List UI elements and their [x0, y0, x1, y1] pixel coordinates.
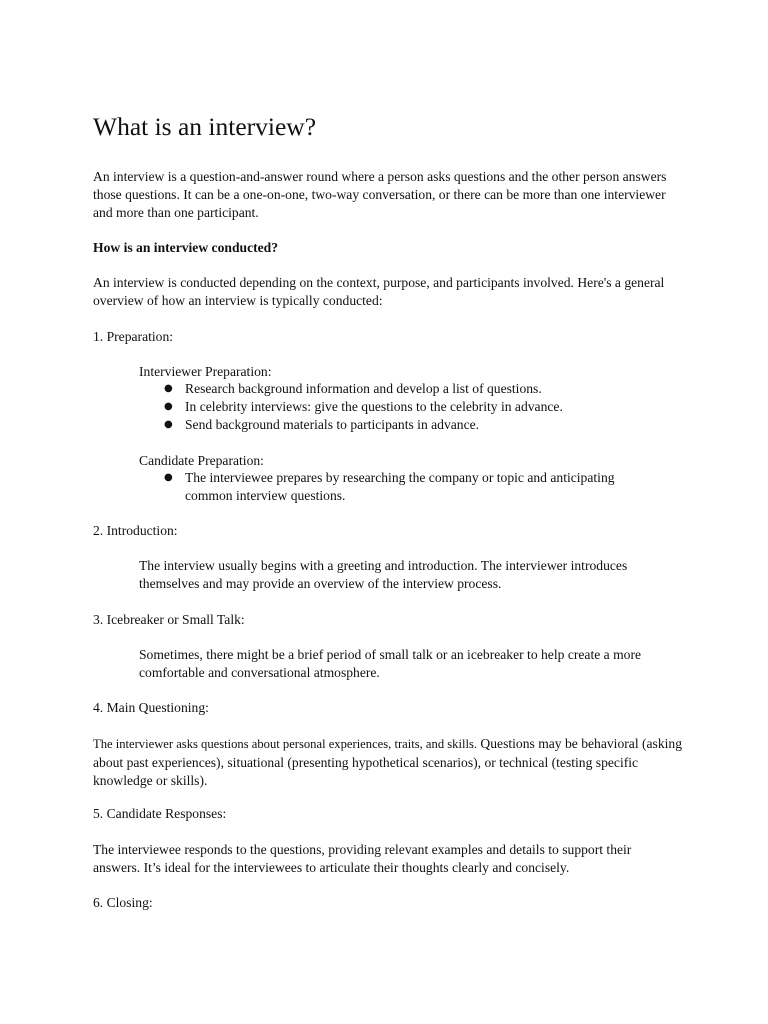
- section-heading-candidate-responses: 5. Candidate Responses:: [93, 806, 227, 821]
- candidate-preparation-label: Candidate Preparation:: [139, 453, 264, 468]
- candidate-responses-paragraph: The interviewee responds to the questions, providing relevant examples and details to support their answers. It’s ideal for the interviewees to articulate their thoughts clearly and concisely.: [93, 842, 632, 875]
- section-heading-closing: 6. Closing:: [93, 895, 153, 910]
- subheading: How is an interview conducted?: [93, 240, 279, 255]
- interviewer-preparation-label: Interviewer Preparation:: [139, 364, 272, 379]
- list-item: ● The interviewee prepares by researching the company or topic and anticipating common interview questions.: [139, 469, 639, 505]
- intro-paragraph: An interview is a question-and-answer round where a person asks questions and the other person answers those questions. It can be a one-on-one, two-way conversation, or there can be more than one interviewer and more than one participant.: [93, 169, 667, 220]
- main-questioning-lead: The interviewer asks questions about personal experiences, traits, and skills.: [93, 737, 478, 751]
- main-questioning-detail: Questions may be behavioral (asking about past experiences), situational (presenting hypothetical scenarios), or technical (testing specific knowledge or skills).: [93, 736, 683, 788]
- introduction-paragraph: The interview usually begins with a greeting and introduction. The interviewer introduces themselves and may provide an overview of the interview process.: [139, 558, 628, 591]
- section-heading-main-questioning: 4. Main Questioning:: [93, 700, 209, 715]
- overview-paragraph: An interview is conducted depending on the context, purpose, and participants involved. Here's a general overview of how an interview is typically conducted:: [93, 275, 665, 308]
- list-item: ● In celebrity interviews: give the questions to the celebrity in advance.: [139, 398, 639, 416]
- section-heading-preparation: 1. Preparation:: [93, 329, 174, 344]
- main-questioning-paragraph: [93, 735, 683, 789]
- candidate-preparation-list: [139, 469, 639, 505]
- interviewer-preparation-list: [139, 380, 639, 433]
- page-title: What is an interview?: [93, 112, 317, 141]
- list-item: ● Research background information and develop a list of questions.: [139, 380, 639, 398]
- section-heading-icebreaker: 3. Icebreaker or Small Talk:: [93, 612, 245, 627]
- icebreaker-paragraph: Sometimes, there might be a brief period of small talk or an icebreaker to help create a more comfortable and conversational atmosphere.: [139, 647, 642, 680]
- section-heading-introduction: 2. Introduction:: [93, 523, 178, 538]
- list-item: ● Send background materials to participants in advance.: [139, 416, 639, 434]
